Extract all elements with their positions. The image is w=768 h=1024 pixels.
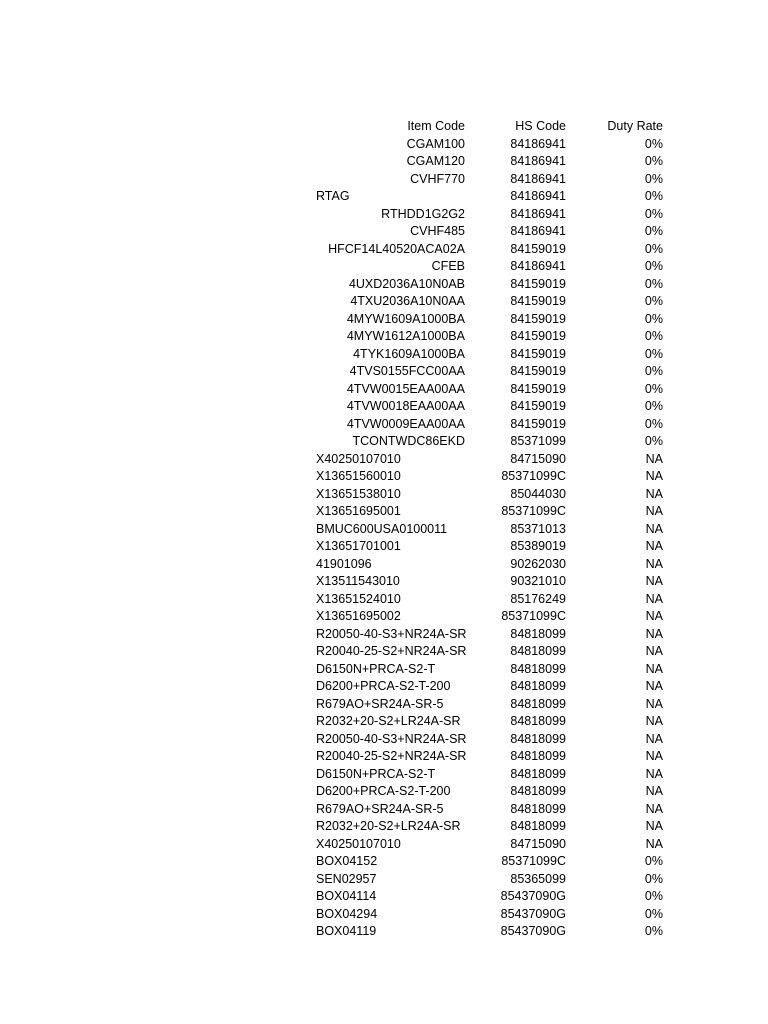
duty-rate-cell: 0% <box>644 171 663 186</box>
item-code-cell: X40250107010 <box>316 836 401 851</box>
hs-code-cell: 84186941 <box>510 171 566 186</box>
hs-code-cell: 85371099C <box>501 504 566 518</box>
item-code-cell: CVHF485 <box>410 224 465 238</box>
table-row <box>0 486 768 504</box>
item-code-cell: X13651538010 <box>316 486 401 501</box>
table-row <box>0 363 768 381</box>
hs-code-cell: 84159019 <box>510 346 566 361</box>
item-code-cell: D6150N+PRCA-S2-T <box>316 661 436 676</box>
table-row <box>0 906 768 924</box>
hs-code-cell: 84159019 <box>510 329 566 343</box>
hs-code-cell: 84186941 <box>510 189 566 203</box>
table-row <box>0 626 768 644</box>
duty-rate-cell: 0% <box>644 154 663 168</box>
duty-rate-cell: NA <box>645 574 663 588</box>
table-row <box>0 206 768 224</box>
hs-code-cell: 85437090G <box>500 924 566 938</box>
hs-code-cell: 84186941 <box>510 154 566 168</box>
item-code-cell: RTHDD1G2G2 <box>381 206 465 221</box>
duty-rate-cell: 0% <box>644 434 663 448</box>
table-row <box>0 153 768 171</box>
hs-code-cell: 84818099 <box>510 819 566 833</box>
item-code-cell: R20040-25-S2+NR24A-SR <box>316 644 467 658</box>
item-code-cell: 4MYW1609A1000BA <box>346 311 465 326</box>
table-row <box>0 766 768 784</box>
duty-rate-cell: NA <box>645 504 663 518</box>
table-row <box>0 748 768 766</box>
item-code-cell: D6200+PRCA-S2-T-200 <box>316 784 451 798</box>
table-row <box>0 328 768 346</box>
duty-rate-cell: NA <box>645 609 663 623</box>
duty-rate-cell: NA <box>645 784 663 798</box>
duty-rate-cell: 0% <box>644 924 663 938</box>
hs-code-cell: 85371099C <box>501 469 566 483</box>
item-code-cell: 4TVW0009EAA00AA <box>346 416 465 431</box>
item-code-cell: 41901096 <box>316 556 372 571</box>
hs-code-cell: 84159019 <box>510 311 566 326</box>
duty-rate-cell: NA <box>645 679 663 693</box>
item-code-cell: HFCF14L40520ACA02A <box>328 241 465 256</box>
duty-rate-cell: NA <box>645 644 663 658</box>
item-code-cell: D6150N+PRCA-S2-T <box>316 766 436 781</box>
hs-code-cell: 84818099 <box>510 661 566 676</box>
table-row <box>0 136 768 154</box>
header-row <box>0 118 768 136</box>
duty-rate-cell: 0% <box>644 906 663 921</box>
table-row <box>0 696 768 714</box>
duty-rate-cell: 0% <box>644 224 663 238</box>
hs-code-cell: 84818099 <box>510 766 566 781</box>
duty-rate-cell: NA <box>645 661 663 676</box>
duty-rate-cell: NA <box>645 469 663 483</box>
duty-rate-cell: NA <box>645 836 663 851</box>
item-code-cell: X13651695001 <box>316 504 401 518</box>
duty-rate-cell: 0% <box>644 294 663 308</box>
item-code-cell: BOX04119 <box>316 924 377 938</box>
duty-rate-cell: 0% <box>644 136 663 151</box>
table-row <box>0 923 768 941</box>
duty-rate-cell: NA <box>645 539 663 553</box>
hs-code-cell: 85437090G <box>500 906 566 921</box>
hs-code-cell: 85371013 <box>510 521 566 536</box>
table-row <box>0 433 768 451</box>
item-code-cell: R20050-40-S3+NR24A-SR <box>316 626 467 641</box>
hs-code-cell: 84159019 <box>510 276 566 291</box>
hs-code-cell: 84186941 <box>510 136 566 151</box>
table-row <box>0 678 768 696</box>
hs-code-cell: 90321010 <box>510 574 566 588</box>
table-row <box>0 591 768 609</box>
duty-rate-cell: 0% <box>644 329 663 343</box>
hs-code-cell: 84818099 <box>510 696 566 711</box>
duty-rate-cell: NA <box>645 801 663 816</box>
table-row <box>0 311 768 329</box>
duty-rate-cell: NA <box>645 451 663 466</box>
header-hs-code: HS Code <box>515 119 566 133</box>
item-code-cell: X13651701001 <box>316 539 401 553</box>
item-code-cell: BOX04294 <box>316 906 378 921</box>
item-code-cell: SEN02957 <box>316 871 377 886</box>
hs-code-cell: 84715090 <box>510 836 566 851</box>
hs-code-cell: 84159019 <box>510 241 566 256</box>
table-row <box>0 188 768 206</box>
table-row <box>0 381 768 399</box>
duty-rate-cell: 0% <box>644 189 663 203</box>
table-row <box>0 818 768 836</box>
duty-rate-cell: 0% <box>644 364 663 378</box>
table-row <box>0 223 768 241</box>
header-duty-rate: Duty Rate <box>607 119 663 133</box>
duty-rate-cell: NA <box>645 626 663 641</box>
hs-code-cell: 85044030 <box>510 486 566 501</box>
table-row <box>0 171 768 189</box>
duty-rate-cell: 0% <box>644 381 663 396</box>
table-row <box>0 888 768 906</box>
hs-code-cell: 90262030 <box>510 556 566 571</box>
table-row <box>0 276 768 294</box>
hs-code-cell: 84715090 <box>510 451 566 466</box>
item-code-cell: BOX04152 <box>316 854 378 868</box>
hs-code-cell: 84186941 <box>510 224 566 238</box>
spreadsheet-table <box>0 118 768 941</box>
item-code-cell: 4TVS0155FCC00AA <box>349 364 465 378</box>
item-code-cell: 4UXD2036A10N0AB <box>348 276 465 291</box>
table-body <box>0 136 768 941</box>
table-row <box>0 713 768 731</box>
duty-rate-cell: 0% <box>644 889 663 903</box>
table-row <box>0 853 768 871</box>
hs-code-cell: 85371099C <box>501 854 566 868</box>
hs-code-cell: 85389019 <box>510 539 566 553</box>
hs-code-cell: 84818099 <box>510 801 566 816</box>
duty-rate-cell: NA <box>645 766 663 781</box>
item-code-cell: R2032+20-S2+LR24A-SR <box>316 714 461 728</box>
duty-rate-cell: 0% <box>644 276 663 291</box>
duty-rate-cell: NA <box>645 696 663 711</box>
item-code-cell: 4TXU2036A10N0AA <box>350 294 465 308</box>
duty-rate-cell: 0% <box>644 346 663 361</box>
duty-rate-cell: NA <box>645 819 663 833</box>
table-row <box>0 538 768 556</box>
table-row <box>0 731 768 749</box>
hs-code-cell: 84159019 <box>510 399 566 413</box>
table-row <box>0 451 768 469</box>
item-code-cell: R2032+20-S2+LR24A-SR <box>316 819 461 833</box>
table-row <box>0 503 768 521</box>
table-row <box>0 608 768 626</box>
table-row <box>0 346 768 364</box>
item-code-cell: R679AO+SR24A-SR-5 <box>316 801 444 816</box>
item-code-cell: CVHF770 <box>410 171 465 186</box>
hs-code-cell: 84159019 <box>510 416 566 431</box>
table-row <box>0 783 768 801</box>
table-row <box>0 258 768 276</box>
duty-rate-cell: 0% <box>644 416 663 431</box>
table-row <box>0 871 768 889</box>
duty-rate-cell: 0% <box>644 311 663 326</box>
hs-code-cell: 84818099 <box>510 644 566 658</box>
hs-code-cell: 84186941 <box>510 259 566 273</box>
item-code-cell: CGAM100 <box>406 136 465 151</box>
item-code-cell: X13511543010 <box>316 574 400 588</box>
table-row <box>0 661 768 679</box>
table-row <box>0 241 768 259</box>
item-code-cell: 4TVW0015EAA00AA <box>346 381 465 396</box>
table-row <box>0 801 768 819</box>
hs-code-cell: 84818099 <box>510 731 566 746</box>
duty-rate-cell: NA <box>645 714 663 728</box>
item-code-cell: 4TYK1609A1000BA <box>353 346 465 361</box>
item-code-cell: D6200+PRCA-S2-T-200 <box>316 679 451 693</box>
item-code-cell: 4MYW1612A1000BA <box>346 329 465 343</box>
item-code-cell: R679AO+SR24A-SR-5 <box>316 696 444 711</box>
table-row <box>0 556 768 574</box>
hs-code-cell: 84159019 <box>510 381 566 396</box>
item-code-cell: X40250107010 <box>316 451 401 466</box>
duty-rate-cell: 0% <box>644 259 663 273</box>
item-code-cell: 4TVW0018EAA00AA <box>346 399 465 413</box>
duty-rate-cell: NA <box>645 731 663 746</box>
item-code-cell: CFEB <box>431 259 465 273</box>
item-code-cell: R20040-25-S2+NR24A-SR <box>316 749 467 763</box>
item-code-cell: X13651695002 <box>316 609 401 623</box>
header-item-code: Item Code <box>407 119 465 133</box>
hs-code-cell: 85371099 <box>510 434 566 448</box>
table-row <box>0 398 768 416</box>
item-code-cell: BMUC600USA0100011 <box>316 521 448 536</box>
table-row <box>0 573 768 591</box>
duty-rate-cell: 0% <box>644 206 663 221</box>
hs-code-cell: 84818099 <box>510 714 566 728</box>
table-row <box>0 416 768 434</box>
hs-code-cell: 85176249 <box>510 591 566 606</box>
hs-code-cell: 84159019 <box>510 294 566 308</box>
hs-code-cell: 84818099 <box>510 626 566 641</box>
table-row <box>0 468 768 486</box>
hs-code-cell: 84186941 <box>510 206 566 221</box>
hs-code-cell: 84818099 <box>510 679 566 693</box>
duty-rate-cell: 0% <box>644 854 663 868</box>
item-code-cell: BOX04114 <box>316 889 377 903</box>
hs-code-cell: 85371099C <box>501 609 566 623</box>
duty-rate-cell: NA <box>645 521 663 536</box>
duty-rate-cell: NA <box>645 591 663 606</box>
duty-rate-cell: NA <box>645 749 663 763</box>
item-code-cell: TCONTWDC86EKD <box>352 434 465 448</box>
item-code-cell: X13651560010 <box>316 469 401 483</box>
item-code-cell: R20050-40-S3+NR24A-SR <box>316 731 467 746</box>
table-row <box>0 293 768 311</box>
hs-code-cell: 84818099 <box>510 784 566 798</box>
duty-rate-cell: NA <box>645 556 663 571</box>
duty-rate-cell: 0% <box>644 399 663 413</box>
duty-rate-cell: 0% <box>644 241 663 256</box>
table-row <box>0 836 768 854</box>
duty-rate-cell: 0% <box>644 871 663 886</box>
hs-code-cell: 85365099 <box>510 871 566 886</box>
item-code-cell: CGAM120 <box>406 154 465 168</box>
hs-code-cell: 84818099 <box>510 749 566 763</box>
hs-code-cell: 84159019 <box>510 364 566 378</box>
duty-rate-cell: NA <box>645 486 663 501</box>
item-code-cell: X13651524010 <box>316 591 401 606</box>
table-row <box>0 643 768 661</box>
item-code-cell: RTAG <box>316 189 350 203</box>
hs-code-cell: 85437090G <box>500 889 566 903</box>
table-row <box>0 521 768 539</box>
